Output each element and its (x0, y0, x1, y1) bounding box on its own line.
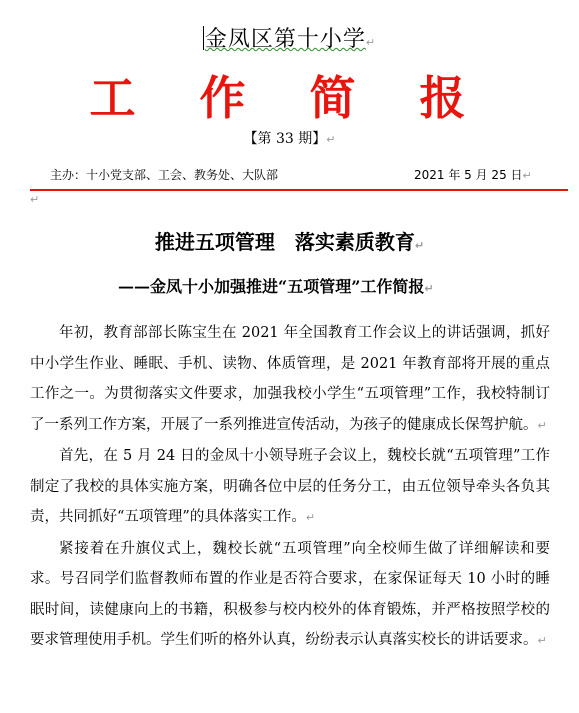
article-headline: 推进五项管理 落实素质教育 (154, 230, 415, 254)
text-cursor (203, 26, 204, 50)
issue-number: 【第 33 期】 (243, 131, 327, 147)
paragraph-mark: ↵ (424, 282, 434, 295)
school-name: 金凤区第十小学 (204, 27, 366, 52)
paragraph-mark: ↵ (537, 634, 547, 647)
body-paragraph (30, 534, 550, 657)
paragraph-mark: ↵ (305, 511, 316, 524)
school-name-line (0, 22, 579, 53)
paragraph-mark: ↵ (537, 418, 547, 432)
paragraph-mark: ↵ (522, 169, 532, 182)
body-paragraph (30, 318, 550, 441)
article-subheadline: ——金凤十小加强推进“五项管理”工作简报 (118, 277, 425, 296)
paragraph-text: 年初，教育部部长陈宝生在 2021 年全国教育工作会议上的讲话强调，抓好中小学生作业、睡眠、手机、读物、体质管理，是 2021 年教育部将开展的重点工作之一。为贯彻落实文件要求，加强我校小学生“五项管理”工作，我校特制订了一系列工作方案，开展了一系列推进宣传活动，为孩子的健康成长保驾护航。 (30, 325, 550, 433)
article-body (30, 318, 550, 657)
issue-date-line (414, 166, 532, 183)
paragraph-mark: ↵ (365, 36, 377, 49)
paragraph-mark: ↵ (414, 239, 425, 252)
bulletin-title: 工 作 简 报 (89, 71, 490, 125)
paragraph-text: 首先，在 5 月 24 日的金凤十小领导班子会议上，魏校长就“五项管理”工作制定了我校的具体实施方案，明确各位中层的任务分工，由五位领导牵头各负其责，共同抓好“五项管理”的具体落实工作。 (30, 448, 550, 525)
header-red-rule (30, 189, 568, 191)
paragraph-mark: ↵ (326, 133, 336, 146)
article-headline-line (0, 226, 579, 255)
issue-line (0, 128, 579, 148)
article-subheadline-line (118, 274, 434, 297)
body-paragraph (30, 441, 550, 534)
paragraph-text: 紧接着在升旗仪式上，魏校长就“五项管理”向全校师生做了详细解读和要求。号召同学们监督教师布置的作业是否符合要求，在家保证每天 10 小时的睡眠时间，读健康向上的书籍，积极参与校内校外的体育锻炼，并严格按照学校的要求管理使用手机。学生们听的格外认真，纷纷表示认真落实校长的讲话要求。 (30, 540, 550, 648)
issue-date: 2021 年 5 月 25 日 (414, 168, 523, 182)
paragraph-mark: ↵ (30, 193, 40, 206)
host-organizations: 主办：十小党支部、工会、教务处、大队部 (50, 168, 279, 182)
